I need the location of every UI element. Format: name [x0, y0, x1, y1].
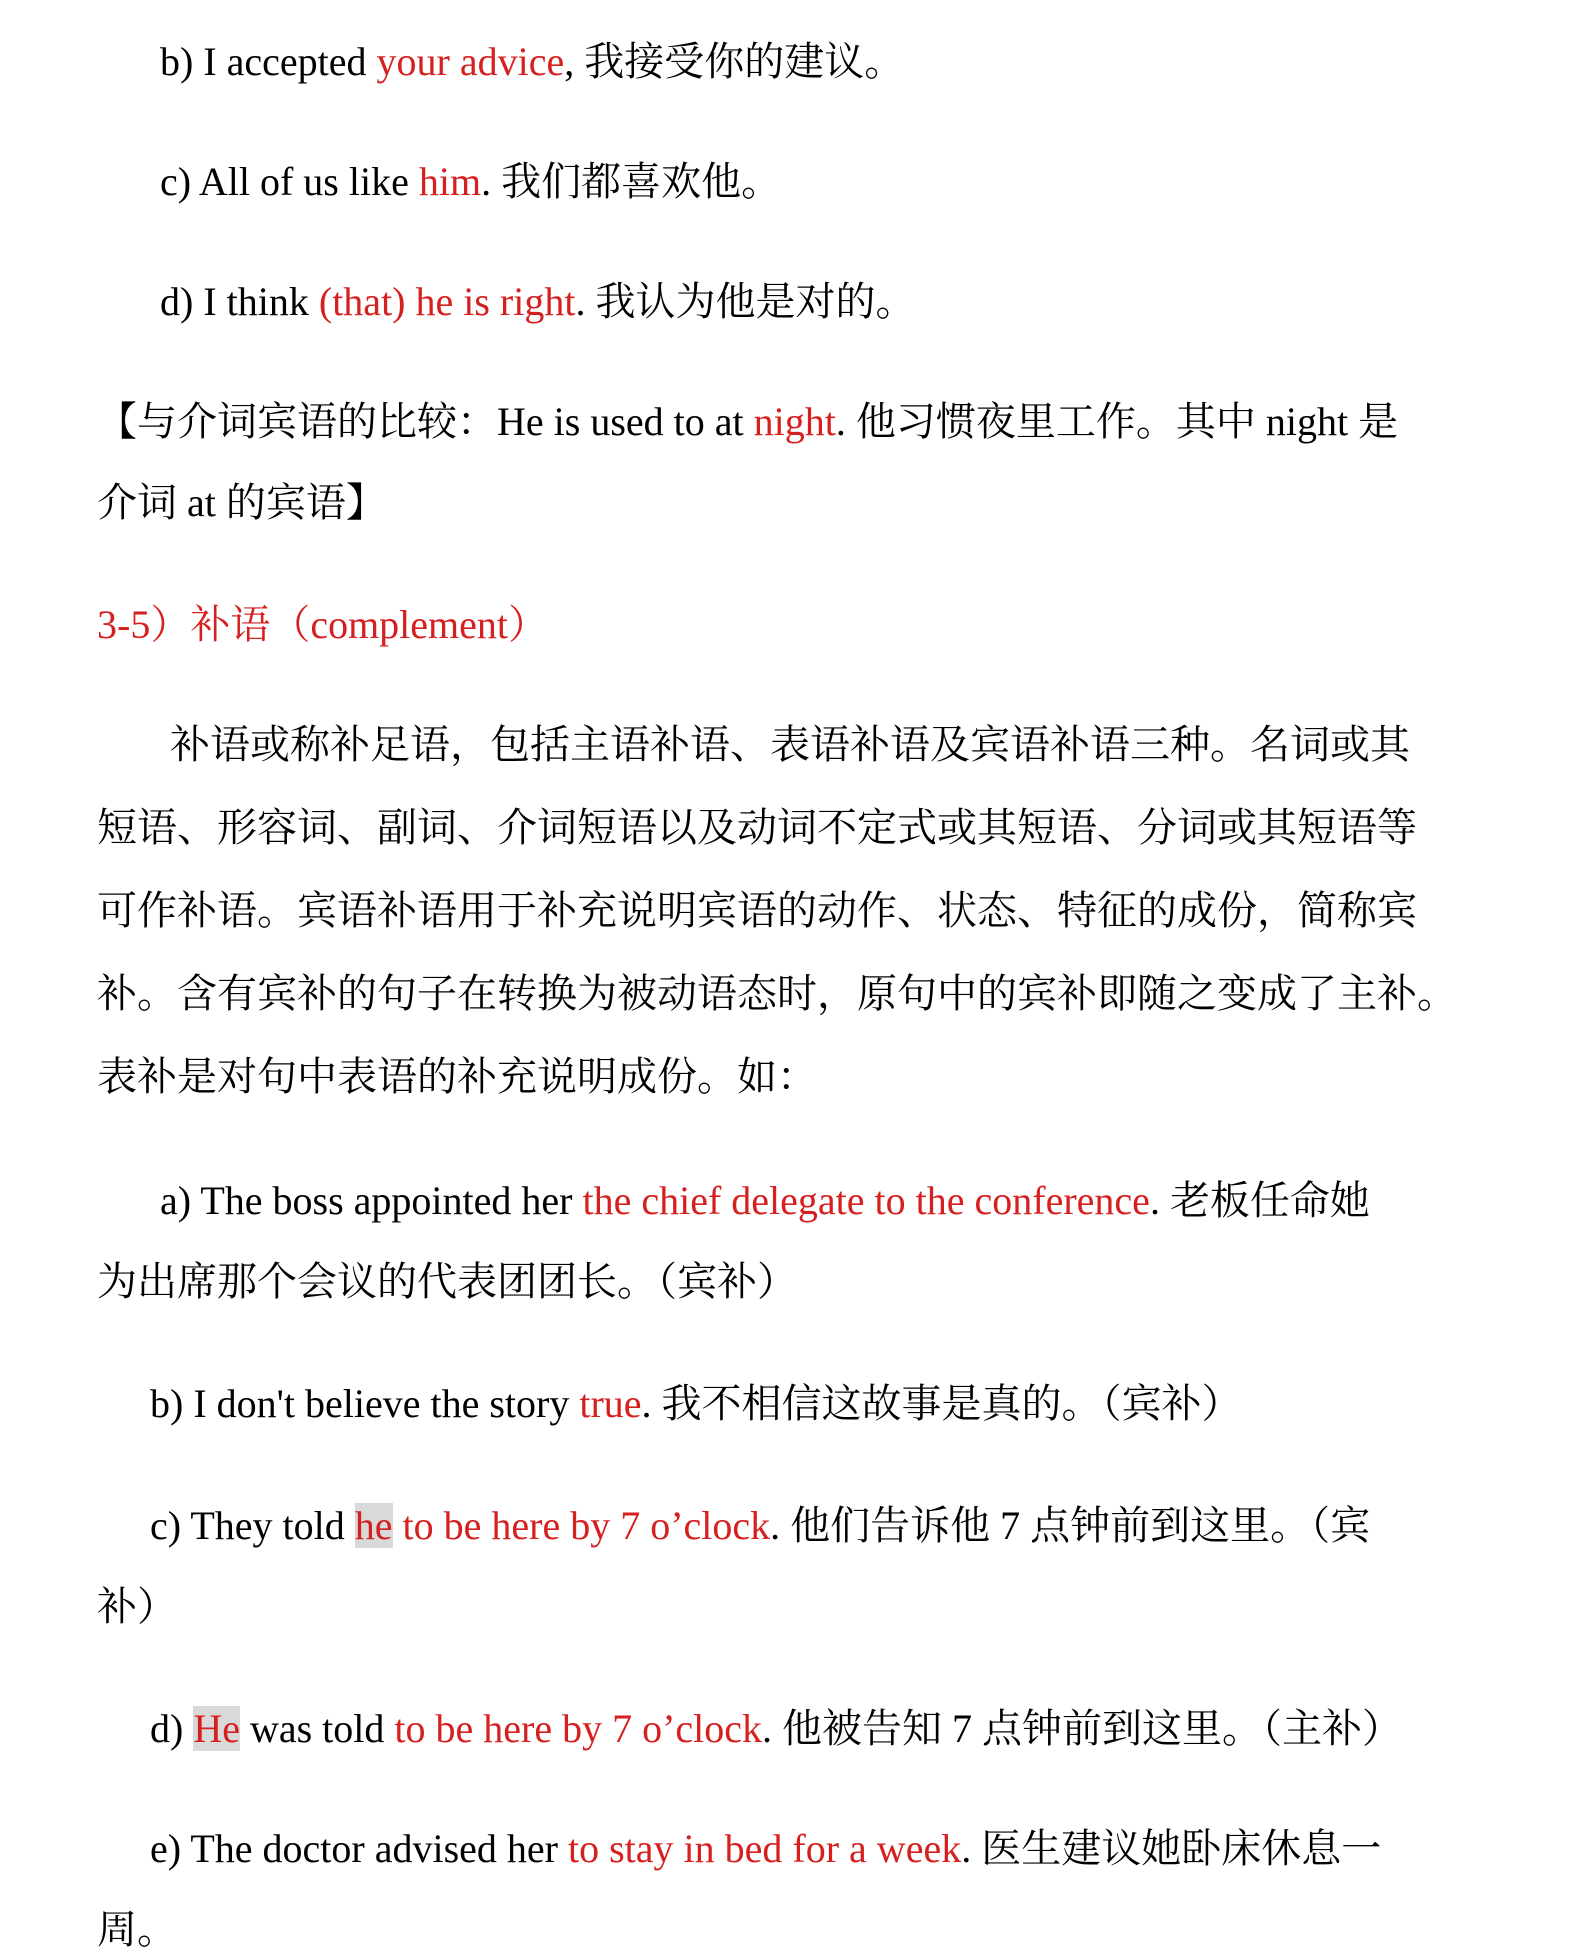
example-translation: , 我接受你的建议。	[564, 39, 905, 84]
example-c	[150, 1501, 1370, 1551]
example-line	[160, 37, 904, 87]
example-text: b) I accepted	[160, 39, 377, 84]
highlighted-object: he	[354, 1503, 393, 1548]
example-text: a) The boss appointed her	[160, 1178, 583, 1223]
example-text: c) All of us like	[160, 159, 419, 204]
example-translation: . 我认为他是对的。	[575, 279, 916, 324]
highlighted-object: night	[753, 399, 836, 444]
example-c-continuation: 补）	[97, 1584, 177, 1629]
example-translation: . 他们告诉他 7 点钟前到这里。（宾	[770, 1503, 1371, 1548]
example-translation: . 医生建议她卧床休息一	[961, 1826, 1382, 1871]
highlighted-complement: to stay in bed for a week	[568, 1826, 962, 1871]
highlighted-complement: to be here by 7 o’clock	[402, 1503, 771, 1548]
comparison-text: 【与介词宾语的比较：He is used to at	[97, 399, 754, 444]
example-text: b) I don't believe the story	[150, 1381, 580, 1426]
example-text: e) The doctor advised her	[150, 1826, 568, 1871]
paragraph-line: 短语、形容词、副词、介词短语以及动词不定式或其短语、分词或其短语等	[97, 805, 1417, 850]
paragraph-line: 补。含有宾补的句子在转换为被动语态时，原句中的宾补即随之变成了主补。	[97, 971, 1457, 1016]
comparison-text: . 他习惯夜里工作。其中 night 是	[835, 399, 1399, 444]
example-a-continuation: 为出席那个会议的代表团团长。（宾补）	[97, 1259, 797, 1304]
example-line	[160, 277, 915, 327]
paragraph-line: 表补是对句中表语的补充说明成份。如：	[97, 1054, 817, 1099]
example-line	[160, 157, 781, 207]
example-e-continuation: 周。	[97, 1907, 177, 1952]
comparison-note-line2	[97, 478, 386, 528]
example-translation: . 他被告知 7 点钟前到这里。（主补）	[762, 1706, 1403, 1751]
highlighted-complement: true	[579, 1381, 642, 1426]
example-e	[150, 1824, 1381, 1874]
example-d	[150, 1704, 1402, 1754]
comparison-text: 介词 at 的宾语】	[97, 480, 386, 525]
highlighted-object: your advice	[376, 39, 565, 84]
example-translation: . 老板任命她	[1149, 1178, 1370, 1223]
example-translation: . 我们都喜欢他。	[481, 159, 782, 204]
highlighted-subject: He	[193, 1706, 240, 1751]
section-heading: 3-5）补语（complement）	[97, 602, 549, 647]
highlighted-object: him	[418, 159, 482, 204]
example-a	[160, 1176, 1370, 1226]
highlighted-complement: to be here by 7 o’clock	[394, 1706, 763, 1751]
highlighted-object: (that) he is right	[318, 279, 576, 324]
example-text: was told	[239, 1706, 395, 1751]
example-text: d)	[150, 1706, 194, 1751]
example-translation: . 我不相信这故事是真的。（宾补）	[641, 1381, 1242, 1426]
comparison-note-line1	[97, 397, 1398, 447]
example-b	[150, 1379, 1242, 1429]
highlighted-complement: the chief delegate to the conference	[582, 1178, 1150, 1223]
paragraph-line: 补语或称补足语，包括主语补语、表语补语及宾语补语三种。名词或其	[170, 722, 1410, 767]
example-text: c) They told	[150, 1503, 355, 1548]
space	[393, 1503, 403, 1548]
paragraph-line: 可作补语。宾语补语用于补充说明宾语的动作、状态、特征的成份，简称宾	[97, 888, 1417, 933]
example-text: d) I think	[160, 279, 319, 324]
